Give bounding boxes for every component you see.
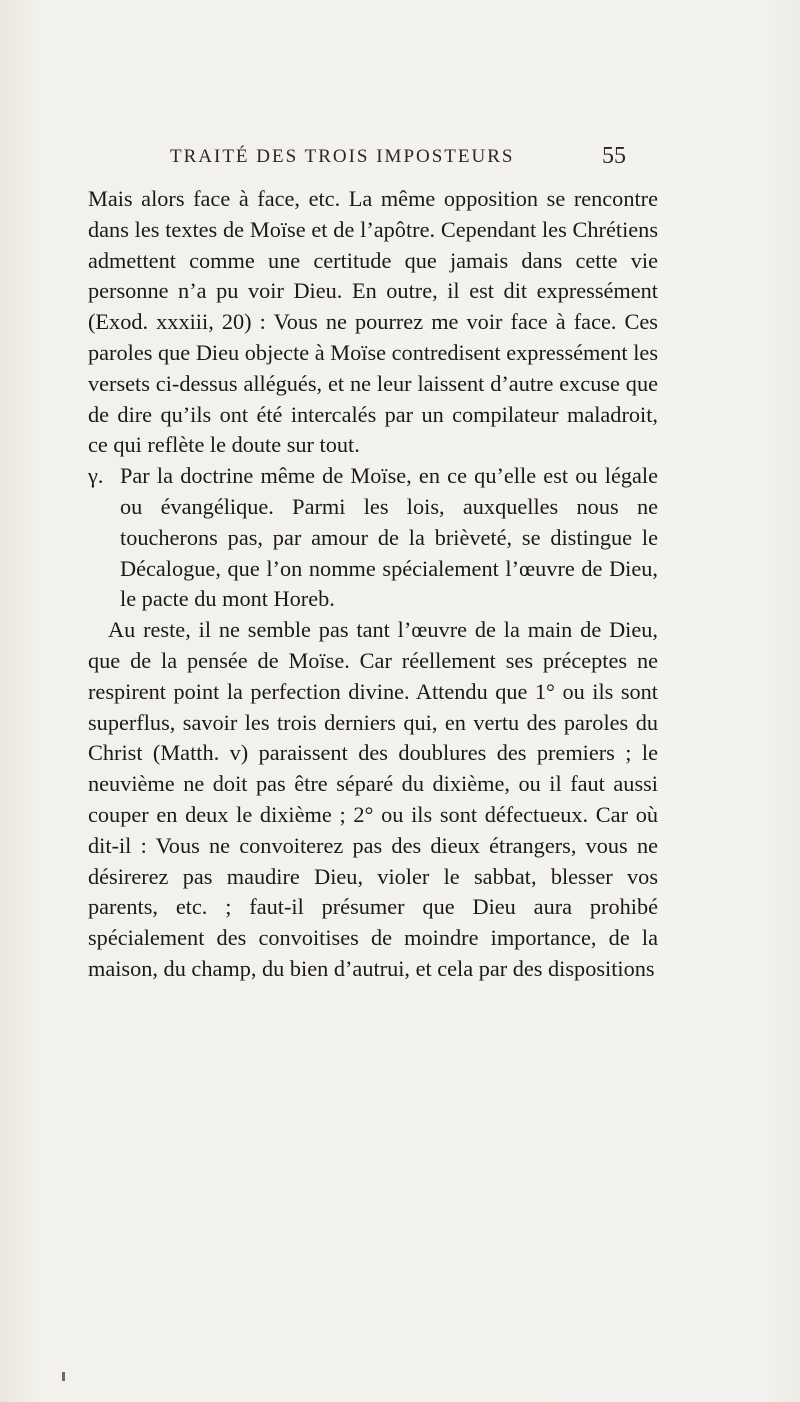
list-item-gamma	[88, 461, 658, 615]
item-marker: γ.	[88, 463, 104, 489]
paragraph-2: Au reste, il ne semble pas tant l’œuvre de la main de Dieu, que de la pensée de Moïse. Car réellement ses préceptes ne respirent point la perfection divine. Attendu que 1° ou ils sont superflus, savoir les trois derniers qui, en vertu des paroles du Christ (Matth. v) paraissent des doublures des premiers ; le neuvième ne doit pas être séparé du dixième, ou il faut aussi couper en deux le dixième ; 2° ou ils sont défectueux. Car où dit-il : Vous ne convoiterez pas des dieux étrangers, vous ne désirerez pas maudire Dieu, violer le sabbat, blesser vos parents, etc. ; faut-il présumer que Dieu aura prohibé spécialement des convoitises de moindre importance, de la maison, du champ, du bien d’autrui, et cela par des dispositions	[88, 617, 658, 981]
item-text: Par la doctrine même de Moïse, en ce qu’elle est ou légale ou évangélique. Parmi les lois, auxquelles nous ne toucherons pas, par amour de la brièveté, se distingue le Décalogue, que l’on nomme spécialement l’œuvre de Dieu, le pacte du mont Horeb.	[120, 463, 658, 612]
paragraph-1: Mais alors face à face, etc. La même opposition se rencontre dans les textes de Moïse et de l’apôtre. Cependant les Chrétiens admettent comme une certitude que jamais dans cette vie personne n’a pu voir Dieu. En outre, il est dit expressément (Exod. xxxiii, 20) : Vous ne pourrez me voir face à face. Ces paroles que Dieu objecte à Moïse contredisent expressément les versets ci-dessus allégués, et ne leur laissent d’autre excuse que de dire qu’ils ont été intercalés par un compilateur maladroit, ce qui reflète le doute sur tout.	[88, 186, 658, 458]
running-head	[0, 143, 800, 176]
running-title: TRAITÉ DES TROIS IMPOSTEURS	[170, 146, 515, 167]
body-text	[88, 184, 658, 985]
stray-ink-mark	[62, 1372, 65, 1381]
page-number: 55	[602, 143, 626, 169]
